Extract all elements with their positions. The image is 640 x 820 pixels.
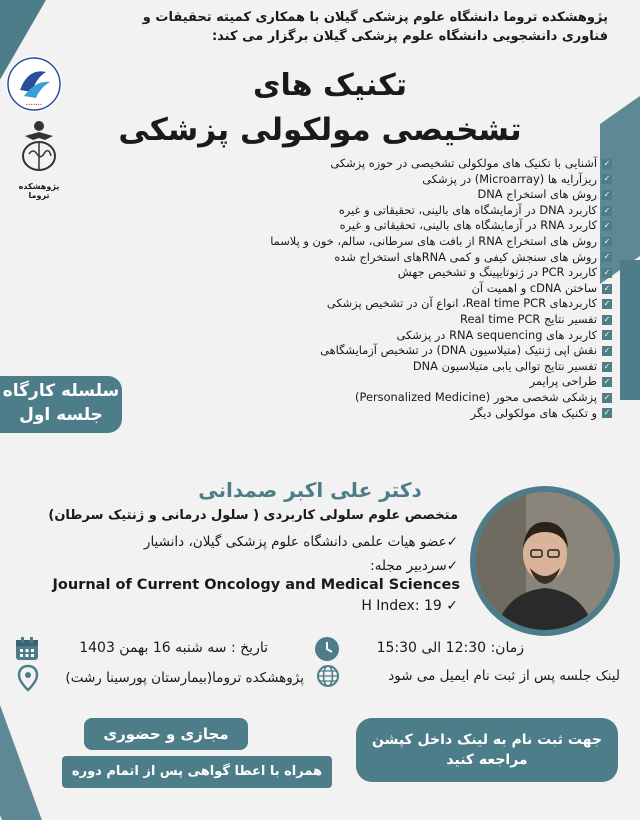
calendar-icon	[14, 636, 40, 662]
event-time: زمان: 12:30 الی 15:30	[376, 640, 524, 656]
header-line-1: پژوهشکده تروما دانشگاه علوم پزشکی گیلان با همکاری کمیته تحقیقات و	[142, 10, 608, 25]
series-line-1: سلسله کارگاه	[2, 381, 120, 401]
checkbox-icon: ✓	[603, 267, 611, 277]
h-index: H Index: 19 ✓	[361, 598, 458, 614]
title-line-1: تکنیک های	[253, 68, 407, 103]
header-line-2: فناوری دانشجویی دانشگاه علوم پزشکی گیلان برگزار می کند:	[211, 29, 608, 44]
journal-name: Journal of Current Oncology and Medical Sciences	[52, 577, 460, 593]
speaker-editor: ✓سردبیر مجله:	[370, 558, 458, 574]
checkbox-icon: ✓	[603, 189, 611, 199]
check-icon: ✓	[446, 598, 458, 614]
list-item: ✓ آشنایی با تکنیک های مولکولی تشخیصی در حوزه پزشکی	[330, 156, 611, 170]
checkbox-icon: ✓	[603, 158, 611, 168]
list-item: ✓ کاربرد RNA در آزمایشگاه های بالینی، تحقیقاتی و غیره	[339, 218, 611, 233]
list-item: ✓ و تکنیک های مولکولی دیگر	[470, 405, 611, 420]
location-icon	[16, 664, 40, 692]
topics-list	[220, 156, 612, 421]
bottom-left-stripe	[0, 700, 42, 820]
svg-text:•••••••: •••••••	[25, 102, 43, 107]
trauma-research-center-logo	[14, 118, 64, 200]
speaker-faculty: ✓عضو هیات علمی دانشگاه علوم پزشکی گیلان، دانشیار	[143, 534, 458, 550]
checkbox-icon: ✓	[603, 392, 611, 402]
list-item: ✓ کاربردهای Real time PCR، انواع آن در تشخیص پزشکی	[326, 296, 611, 311]
list-item: ✓ کاربرد DNA در آزمایشگاه های بالینی، تحقیقاتی و غیره	[338, 202, 611, 217]
checkbox-icon: ✓	[603, 174, 611, 184]
event-location: پژوهشکده تروما(بیمارستان پورسینا رشت)	[65, 670, 304, 686]
checkbox-icon: ✓	[603, 252, 611, 262]
list-item: ✓ طراحی پرایمر	[529, 374, 611, 389]
register-line-2: مراجعه کنید	[446, 752, 528, 768]
certificate-badge: همراه با اعطا گواهی پس از اتمام دوره	[62, 756, 332, 788]
list-item: ✓ ساختن cDNA و اهمیت آن	[471, 280, 611, 295]
checkbox-icon: ✓	[603, 221, 611, 231]
list-item: ✓ کاربرد های RNA sequencing در پزشکی	[396, 327, 611, 342]
list-item: ✓ تفسیر نتایج Real time PCR	[460, 311, 611, 326]
checkbox-icon: ✓	[603, 345, 611, 355]
speaker-photo	[470, 486, 620, 636]
series-badge	[0, 376, 122, 433]
list-item: ✓ تفسیر نتایج توالی یابی متیلاسیون DNA	[412, 358, 611, 373]
globe-icon	[316, 664, 340, 688]
speaker-specialty: متخصص علوم سلولی کاربردی ( سلول درمانی و ژنتیک سرطان)	[48, 508, 458, 523]
checkbox-icon: ✓	[603, 236, 611, 246]
check-icon: ✓	[446, 558, 458, 574]
register-button[interactable]	[356, 718, 618, 782]
speaker-portrait	[476, 492, 614, 630]
checkbox-icon: ✓	[603, 314, 611, 324]
title-line-2: تشخیصی مولکولی پزشکی	[118, 112, 522, 148]
link-note: لینک جلسه پس از ثبت نام ایمیل می شود	[388, 668, 620, 684]
checkbox-icon: ✓	[603, 408, 611, 418]
checkbox-icon: ✓	[603, 299, 611, 309]
list-item: ✓ روش های استخراج DNA	[477, 187, 611, 202]
mode-badge: مجازی و حضوری	[84, 718, 248, 750]
series-line-2: جلسه اول	[19, 405, 103, 425]
event-date: تاریخ : سه شنبه 16 بهمن 1403	[79, 640, 268, 656]
list-item: ✓ روش های سنجش کیفی و کمی RNAهای استخراج شده	[334, 249, 611, 264]
clock-icon	[314, 636, 340, 662]
trauma-logo-caption: پژوهشکده تروما	[18, 182, 60, 200]
checkbox-icon: ✓	[603, 361, 611, 371]
list-item: ✓ پزشکی شخصی محور (Personalized Medicine)	[355, 389, 611, 404]
checkbox-icon: ✓	[603, 205, 611, 215]
checkbox-icon: ✓	[603, 377, 611, 387]
list-item: ✓ نقش اپی ژنتیک (متیلاسیون DNA) در تشخیص آزمایشگاهی	[320, 343, 611, 358]
speaker-name: دکتر علی اکبر صمدانی	[198, 478, 422, 502]
student-research-committee-logo	[6, 56, 62, 112]
checkbox-icon: ✓	[603, 283, 611, 293]
right-band-stripe	[620, 260, 640, 400]
register-line-1: جهت ثبت نام به لینک داخل کپشن	[371, 732, 602, 748]
check-icon: ✓	[446, 534, 458, 550]
list-item: ✓ روش های استخراج RNA از بافت های سرطانی، سالم، خون و پلاسما	[270, 233, 611, 248]
list-item: ✓ ریزآرایه ها (Microarray) در پزشکی	[422, 171, 611, 186]
checkbox-icon: ✓	[603, 330, 611, 340]
list-item: ✓ کاربرد PCR در ژنوتایپینگ و تشخیص جهش	[397, 265, 611, 280]
organizer-header	[60, 8, 608, 46]
